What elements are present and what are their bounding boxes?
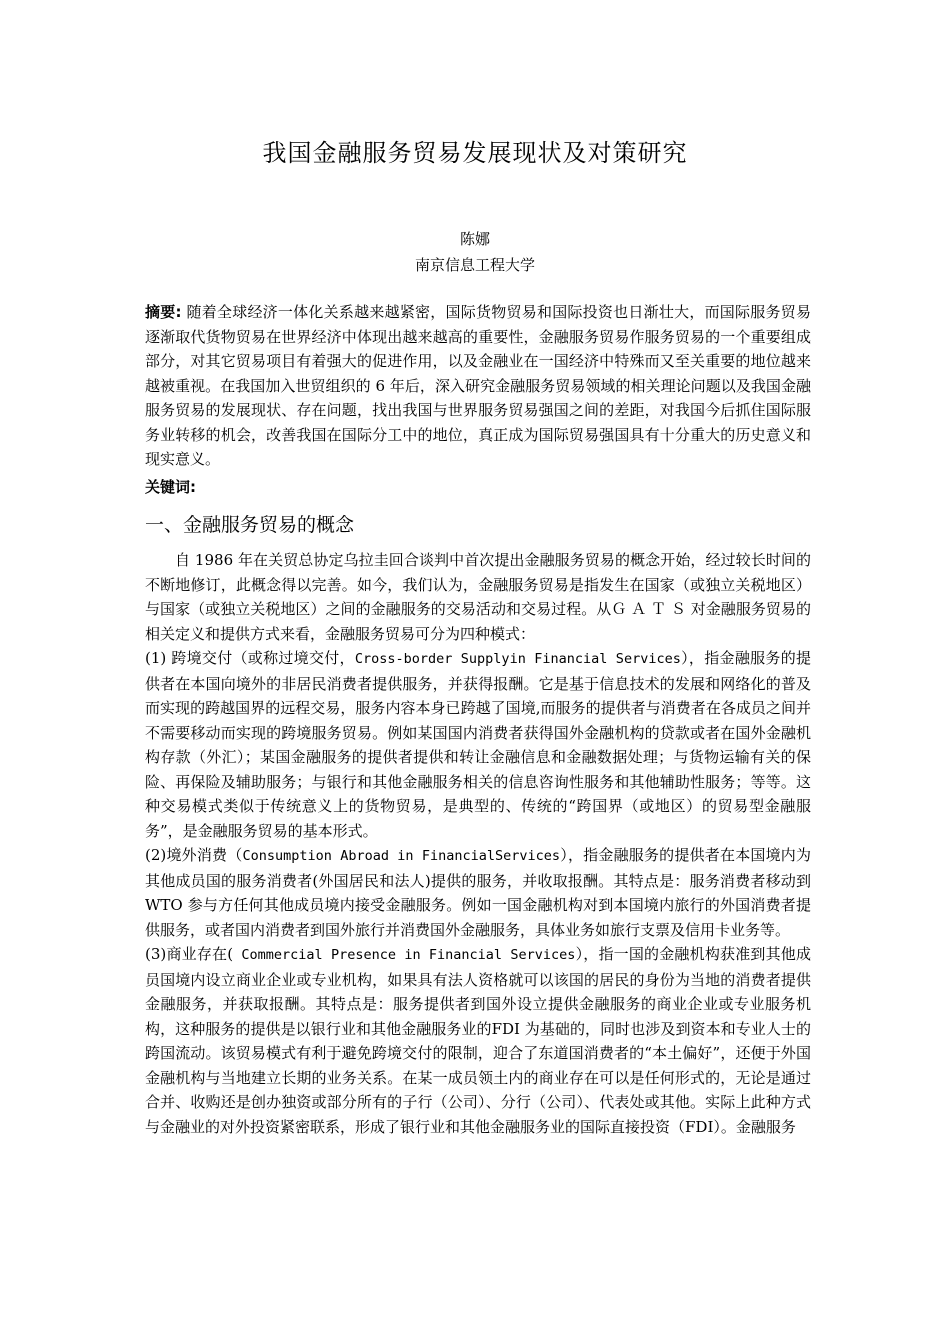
abstract-label: 摘要:	[145, 303, 182, 321]
mode3-paragraph	[145, 942, 811, 1139]
abstract-text: 随着全球经济一体化关系越来越紧密，国际货物贸易和国际投资也日渐壮大，而国际服务贸易逐渐取代货物贸易在世界经济中体现出越来越高的重要性，金融服务贸易作服务贸易的一个重要组成部分，对其它贸易项目有着强大的促进作用，以及金融业在一国经济中特殊而又至关重要的地位越来越被重视。在我国加入世贸组织的 6 年后，深入研究金融服务贸易领域的相关理论问题以及我国金融服务贸易的发展现状、存在问题，找出我国与世界服务贸易强国之间的差距，对我国今后抓住国际服务业转移的机会，改善我国在国际分工中的地位，真正成为国际贸易强国具有十分重大的历史意义和现实意义。	[145, 303, 811, 468]
keywords	[145, 475, 196, 499]
section-heading: 一、金融服务贸易的概念	[145, 514, 355, 536]
mode2-paragraph	[145, 843, 811, 942]
mode2-prefix: (2)境外消费（	[145, 846, 243, 864]
mode3-english: Commercial Presence in Financial Services	[233, 947, 576, 963]
mode3-text: ），指一国的金融机构获准到其他成员国境内设立商业企业或专业机构，如果具有法人资格就可以该国的居民的身份为当地的消费者提供金融服务，并获取报酬。其特点是：服务提供者到国外设立提供金融服务的商业企业或专业服务机构，这种服务的提供是以银行业和其他金融服务业的FDI 为基础的，同时也涉及到资本和专业人士的跨国流动。该贸易模式有利于避免跨境交付的限制，迎合了东道国消费者的“本土偏好”，还便于外国金融机构与当地建立长期的业务关系。在某一成员领土内的商业存在可以是任何形式的，无论是通过合并、收购还是创办独资或部分所有的子行（公司）、分行（公司）、代表处或其他。实际上此种方式与金融业的对外投资紧密联系，形成了银行业和其他金融服务业的国际直接投资（FDI）。金融服务	[145, 945, 811, 1136]
mode1-text: ），指金融服务的提供者在本国向境外的非居民消费者提供服务，并获得报酬。它是基于信息技术的发展和网络化的普及而实现的跨越国界的远程交易，服务内容本身已跨越了国境,而服务的提供者与消费者在各成员之间并不需要移动而实现的跨境服务贸易。例如某国国内消费者获得国外金融机构的贷款或者在国外金融机构存款（外汇）；某国金融服务的提供者提供和转让金融信息和金融数据处理；与货物运输有关的保险、再保险及辅助服务；与银行和其他金融服务相关的信息咨询性服务和其他辅助性服务；等等。这种交易模式类似于传统意义上的货物贸易，是典型的、传统的“跨国界（或地区）的贸易型金融服务”，是金融服务贸易的基本形式。	[145, 649, 811, 840]
author-affiliation: 南京信息工程大学	[414, 256, 535, 274]
section-body	[145, 548, 811, 1139]
paper-title: 我国金融服务贸易发展现状及对策研究	[262, 139, 688, 167]
mode1-english: Cross-border Supplyin Financial Services	[354, 651, 681, 667]
mode2-english: Consumption Abroad in FinancialServices	[242, 848, 561, 864]
mode1-prefix: (1) 跨境交付（或称过境交付，	[145, 649, 355, 667]
mode3-prefix: (3)商业存在(	[145, 945, 234, 963]
mode1-paragraph	[145, 646, 811, 843]
author-name: 陈娜	[459, 230, 490, 248]
abstract	[145, 300, 811, 472]
keywords-label: 关键词:	[145, 478, 196, 496]
intro-paragraph: 自 1986 年在关贸总协定乌拉圭回合谈判中首次提出金融服务贸易的概念开始，经过较长时间的不断地修订，此概念得以完善。如今，我们认为，金融服务贸易是指发生在国家（或独立关税地区）与国家（或独立关税地区）之间的金融服务的交易活动和交易过程。从Ｇ Ａ Ｔ Ｓ 对金融服务贸易的相关定义和提供方式来看，金融服务贸易可分为四种模式：	[145, 551, 811, 643]
mode2-text: ），指金融服务的提供者在本国境内为其他成员国的服务消费者(外国居民和法人)提供的服务，并收取报酬。其特点是：服务消费者移动到WTO 参与方任何其他成员境内接受金融服务。例如一国金融机构对到本国境内旅行的外国消费者提供服务，或者国内消费者到国外旅行并消费国外金融服务，具体业务如旅行支票及信用卡业务等。	[145, 846, 811, 939]
